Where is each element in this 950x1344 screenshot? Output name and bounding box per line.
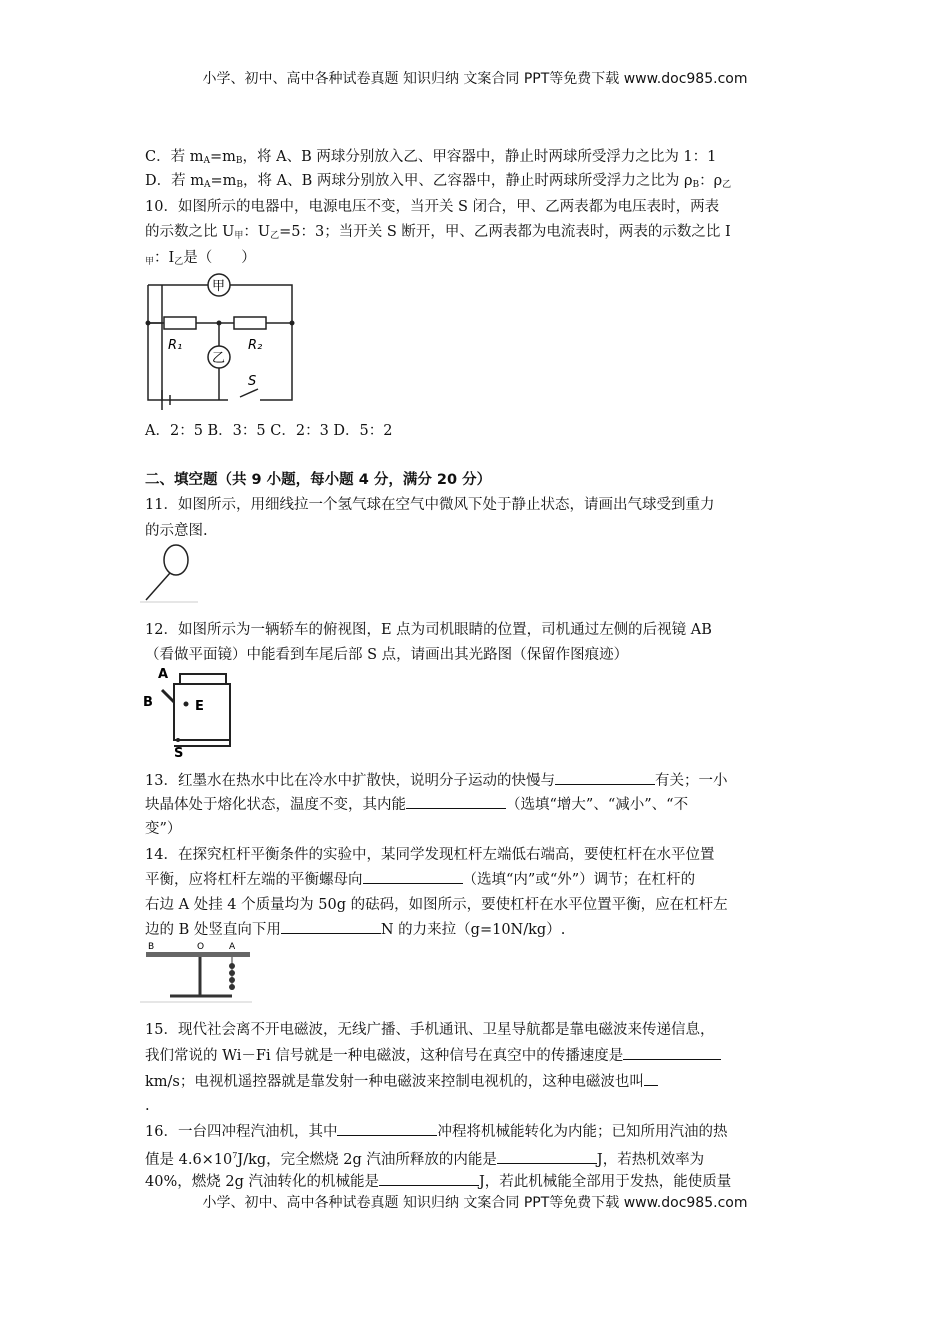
text: （选填“内”或“外”）调节；在杠杆的 [462, 872, 696, 888]
text: 块晶体处于熔化状态，温度不变，其内能 [145, 797, 406, 813]
text: （选填“增大”、“减小”、“不 [506, 797, 689, 813]
text: 40%，燃烧 2g 汽油转化的机械能是 [145, 1174, 379, 1190]
text: 有关；一小 [654, 773, 728, 789]
lever-figure [140, 938, 255, 1006]
text: 13．红墨水在热水中比在冷水中扩散快，说明分子运动的快慢与 [145, 773, 555, 789]
text: A [203, 156, 210, 166]
text: 是（ ） [183, 250, 256, 266]
q11-line1: 11．如图所示，用细线拉一个氢气球在空气中微风下处于静止状态，请画出气球受到重力 [145, 497, 715, 513]
text: J/kg，完全燃烧 2g 汽油所释放的内能是 [237, 1152, 497, 1168]
text: km/s；电视机遥控器就是靠发射一种电磁波来控制电视机的，这种电磁波也叫 [145, 1074, 644, 1090]
answer-blank[interactable] [281, 919, 381, 934]
meter-yi-label: 乙 [212, 351, 226, 366]
point-b-label: B [148, 942, 155, 952]
text: D．若 m [145, 173, 204, 189]
q12-line1: 12．如图所示为一辆轿车的俯视图，E 点为司机眼睛的位置，司机通过左侧的后视镜 AB [145, 622, 712, 638]
text: A [203, 180, 211, 190]
text: 边的 B 处竖直向下用 [145, 922, 281, 938]
text: 平衡，应将杠杆左端的平衡螺母向 [145, 872, 363, 888]
text: N 的力来拉（g=10N/kg）. [380, 922, 566, 938]
q10-line2 [145, 222, 731, 246]
text: =5：3；当开关 S 断开，甲、乙两表都为电流表时，两表的示数之比 I [279, 224, 731, 240]
answer-blank[interactable] [406, 794, 506, 809]
text: 乙 [270, 231, 280, 241]
q16-line1 [145, 1121, 727, 1142]
text: 7 [232, 1151, 238, 1160]
switch-label: S [248, 374, 257, 389]
text: 甲 [234, 231, 244, 241]
text: C．若 m [145, 149, 204, 165]
q15-line2 [145, 1045, 721, 1066]
answer-blank[interactable] [379, 1171, 479, 1186]
text: 乙 [174, 257, 184, 267]
q16-line2 [145, 1146, 704, 1170]
balloon-figure [140, 540, 200, 605]
text: 我们常说的 Wi－Fi 信号就是一种电磁波，这种信号在真空中的传播速度是 [145, 1048, 624, 1064]
r2-label: R₂ [248, 338, 263, 353]
q9-option-d [145, 171, 731, 195]
car-figure [140, 662, 240, 762]
q15-line3 [145, 1071, 658, 1092]
point-s-label: S [174, 746, 184, 761]
q13-line1 [145, 770, 727, 791]
meter-jia-label: 甲 [212, 279, 226, 294]
text: 16．一台四冲程汽油机，其中 [145, 1124, 338, 1140]
text: B [692, 180, 700, 190]
point-a-label: A [158, 667, 169, 682]
q13-line2 [145, 794, 688, 815]
q14-line1: 14．在探究杠杆平衡条件的实验中，某同学发现杠杆左端低右端高，要使杠杆在水平位置 [145, 847, 715, 863]
text: J，若此机械能全部用于发热，能使质量 [478, 1174, 732, 1190]
text: 冲程将机械能转化为内能；已知所用汽油的热 [437, 1124, 728, 1140]
answer-blank[interactable] [363, 869, 463, 884]
text: ：U [243, 224, 271, 240]
text: 值是 4.6×10 [145, 1152, 233, 1168]
q13-line3: 变”） [145, 821, 182, 837]
text: ，将 A、B 两球分别放入甲、乙容器中，静止时两球所受浮力之比为 ρ [243, 173, 693, 189]
answer-blank[interactable] [555, 770, 655, 785]
text: =m [209, 149, 236, 165]
q16-line3 [145, 1171, 731, 1192]
q12-line2: （看做平面镜）中能看到车尾后部 S 点，请画出其光路图（保留作图痕迹） [145, 647, 629, 663]
q15-line4: . [145, 1098, 150, 1114]
answer-blank[interactable] [623, 1045, 721, 1060]
point-e-label: E [195, 699, 204, 714]
q14-line4 [145, 919, 565, 940]
q15-line1: 15．现代社会离不开电磁波，无线广播、手机通讯、卫星导航都是靠电磁波来传递信息， [145, 1022, 715, 1038]
page-header: 小学、初中、高中各种试卷真题 知识归纳 文案合同 PPT等免费下载 www.doc985.com [202, 71, 748, 87]
text: 乙 [722, 180, 732, 190]
q14-line2 [145, 869, 695, 890]
text: J，若热机效率为 [596, 1152, 705, 1168]
point-a-label: A [229, 942, 236, 952]
text: B [236, 180, 244, 190]
section-heading: 二、填空题（共 9 小题，每小题 4 分，满分 20 分） [145, 472, 492, 488]
answer-blank[interactable] [497, 1149, 597, 1164]
r1-label: R₁ [168, 338, 183, 353]
answer-blank[interactable] [337, 1121, 437, 1136]
text: 甲 [145, 257, 155, 267]
text: ，将 A、B 两球分别放入乙、甲容器中，静止时两球所受浮力之比为 1：1 [242, 149, 717, 165]
text: 的示数之比 U [145, 224, 235, 240]
text: ：I [154, 250, 175, 266]
point-o-label: O [197, 942, 205, 952]
text: B [235, 156, 243, 166]
q11-line2: 的示意图. [145, 523, 208, 539]
q14-line3: 右边 A 处挂 4 个质量均为 50g 的砝码，如图所示，要使杠杆在水平位置平衡，应在杠杆左 [145, 897, 728, 913]
q10-options: A．2：5 B．3：5 C．2：3 D．5：2 [145, 423, 393, 439]
point-b-label: B [143, 695, 153, 710]
q9-option-c [145, 147, 716, 171]
text: =m [210, 173, 237, 189]
page-footer: 小学、初中、高中各种试卷真题 知识归纳 文案合同 PPT等免费下载 www.doc985.com [202, 1195, 748, 1211]
q10-line1: 10．如图所示的电器中，电源电压不变，当开关 S 闭合，甲、乙两表都为电压表时，两表 [145, 199, 720, 215]
text: ：ρ [699, 173, 723, 189]
answer-blank[interactable] [644, 1071, 658, 1086]
circuit-diagram [140, 265, 310, 410]
